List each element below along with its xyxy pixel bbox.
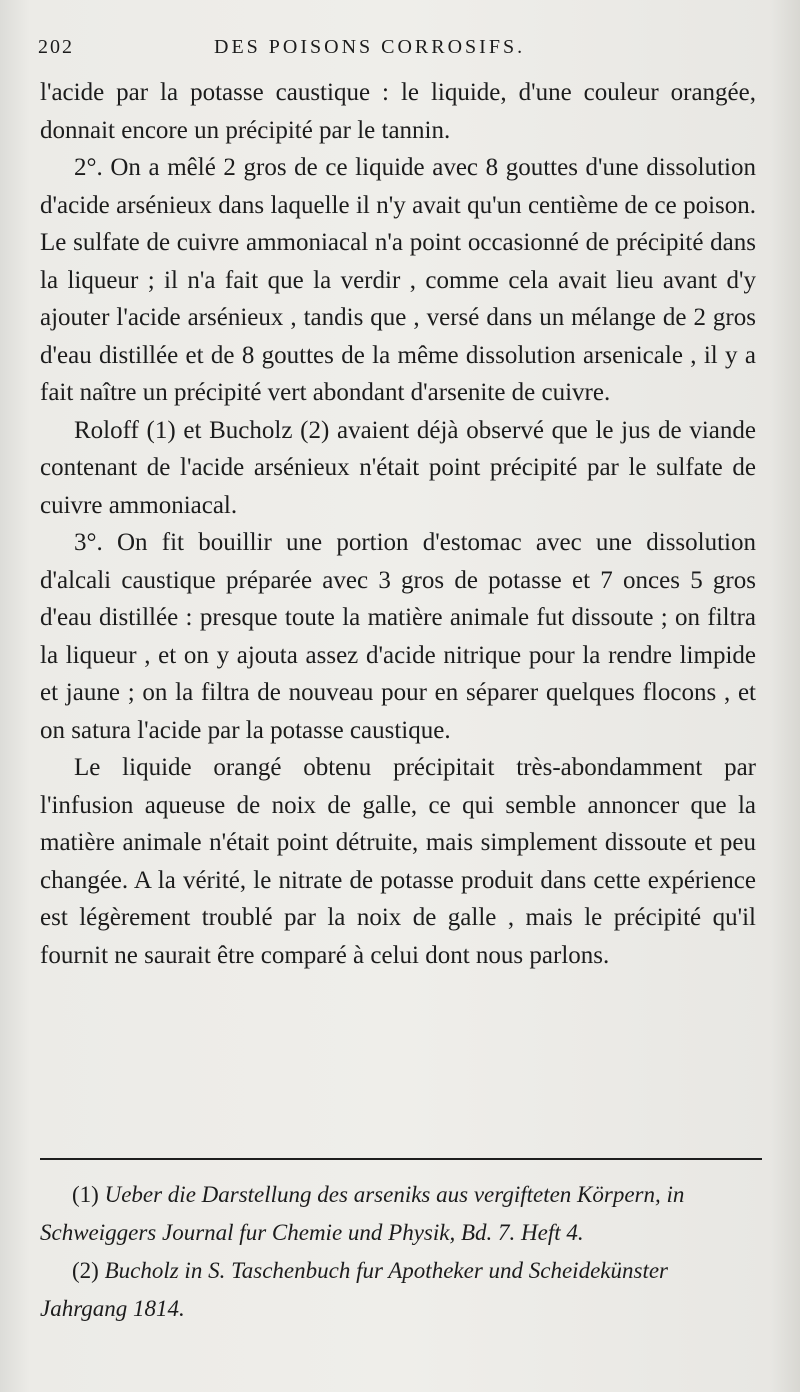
footnote-marker: (1) xyxy=(72,1182,99,1207)
paragraph-continuation: l'acide par la potasse caustique : le liquide, d'une couleur orangée, donnait encore un précipité par le tannin. xyxy=(40,79,756,144)
paragraph-experiment-2: 2°. On a mêlé 2 gros de ce liquide avec 8 gouttes d'une dissolution d'acide arsénieux dans laquelle il n'y avait qu'un centième de ce poison. Le sulfate de cuivre ammoniacal n'a point occasionné de précipité dans la liqueur ; il n'a fait que la verdir , comme cela avait lieu avant d'y ajouter l'acide arsénieux , tandis que , versé dans un mélange de 2 gros d'eau distillée et de 8 gouttes de la même dissolution arsenicale , il y a fait naître un précipité vert abondant d'arsenite de cuivre. xyxy=(40,154,756,406)
running-title: DES POISONS CORROSIFS. xyxy=(214,36,526,58)
footnote-text: Ueber die Darstellung des arseniks aus vergifteten Körpern, in Schweiggers Journal fur Chemie und Physik, Bd. 7. Heft 4. xyxy=(40,1182,685,1245)
footnotes xyxy=(40,1176,760,1328)
page-number: 202 xyxy=(38,36,74,58)
running-head xyxy=(38,36,762,66)
footnote-rule xyxy=(40,1158,762,1160)
footnote-text: Bucholz in S. Taschenbuch fur Apotheker und Scheidekünster Jahrgang 1814. xyxy=(40,1258,668,1321)
paragraph-liquide-orange: Le liquide orangé obtenu précipitait très-abondamment par l'infusion aqueuse de noix de galle, ce qui semble annoncer que la matière animale n'était point détruite, mais simplement dissoute et peu changée. A la vérité, le nitrate de potasse produit dans cette expérience est légèrement troublé par la noix de galle , mais le précipité qu'il fournit ne saurait être comparé à celui dont nous parlons. xyxy=(40,754,756,969)
paragraph-experiment-3: 3°. On fit bouillir une portion d'estomac avec une dissolution d'alcali caustique préparée avec 3 gros de potasse et 7 onces 5 gros d'eau distillée : presque toute la matière animale fut dissoute ; on filtra la liqueur , et on y ajouta assez d'acide nitrique pour la rendre limpide et jaune ; on la filtra de nouveau pour en séparer quelques flocons , et on satura l'acide par la potasse caustique. xyxy=(40,529,756,744)
footnote-marker: (2) xyxy=(72,1258,99,1283)
body-text xyxy=(40,74,756,974)
footnote-1 xyxy=(40,1176,760,1252)
footnote-2 xyxy=(40,1252,760,1328)
paragraph-roloff-bucholz: Roloff (1) et Bucholz (2) avaient déjà observé que le jus de viande contenant de l'acide arsénieux n'était point précipité par le sulfate de cuivre ammoniacal. xyxy=(40,416,756,519)
